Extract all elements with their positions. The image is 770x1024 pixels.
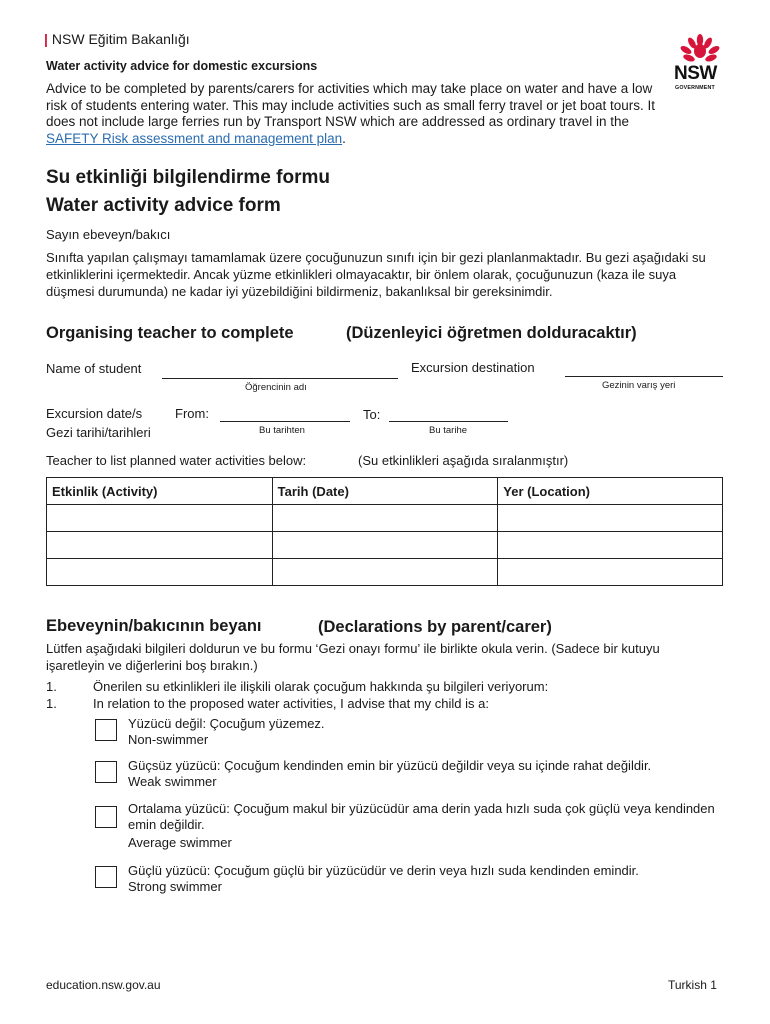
logo-wordmark: NSW bbox=[674, 63, 717, 84]
table-row bbox=[47, 505, 723, 532]
table-header-row bbox=[47, 478, 723, 505]
option-text-en: Average swimmer bbox=[128, 835, 232, 850]
greeting: Sayın ebeveyn/bakıcı bbox=[46, 227, 171, 242]
student-name-label: Name of student bbox=[46, 361, 142, 376]
strong-swimmer-checkbox[interactable] bbox=[95, 866, 117, 888]
activities-instruction-en: Teacher to list planned water activities below: bbox=[46, 453, 307, 468]
declaration-heading-tr: Ebeveynin/bakıcının beyanı bbox=[46, 617, 262, 635]
intro-text: Advice to be completed by parents/carers for activities which may take place on water and have a low risk of students entering water. This may include activities such as small ferry travel or jet boat tours. It does not include large ferries run by Transport NSW which are addressed as ordinary travel in the bbox=[46, 81, 656, 129]
column-header-location: Yer (Location) bbox=[498, 478, 723, 505]
weak-swimmer-checkbox[interactable] bbox=[95, 761, 117, 783]
weak-swimmer-option bbox=[128, 758, 718, 790]
date-cell[interactable] bbox=[272, 532, 498, 559]
point-text-tr: Önerilen su etkinlikleri ile ilişkili olarak çocuğum hakkında şu bilgileri veriyorum: bbox=[93, 679, 549, 694]
activities-instruction-tr: (Su etkinlikleri aşağıda sıralanmıştır) bbox=[358, 453, 569, 468]
table-row bbox=[47, 532, 723, 559]
from-date-field[interactable] bbox=[220, 421, 350, 422]
from-label: From: bbox=[175, 406, 209, 421]
to-label: To: bbox=[363, 407, 381, 422]
organiser-heading-en: Organising teacher to complete bbox=[46, 324, 294, 342]
destination-field[interactable] bbox=[565, 376, 723, 377]
option-text-en: Weak swimmer bbox=[128, 774, 217, 789]
activity-cell[interactable] bbox=[47, 532, 273, 559]
intro-subheading: Water activity advice for domestic excursions bbox=[46, 59, 318, 73]
option-text-tr: Güçsüz yüzücü: Çocuğum kendinden emin bir yüzücü değildir veya su içinde rahat değildir. bbox=[128, 758, 652, 773]
non-swimmer-checkbox[interactable] bbox=[95, 719, 117, 741]
point-number-tr: 1. bbox=[46, 679, 57, 694]
safety-risk-plan-link[interactable]: SAFETY Risk assessment and management plan bbox=[46, 130, 343, 146]
footer-page-label: Turkish 1 bbox=[668, 978, 717, 992]
option-text-tr: Ortalama yüzücü: Çocuğum makul bir yüzücüdür ama derin yada hızlı suda çok güçlü veya kendinden emin değildir. bbox=[128, 801, 715, 832]
date-cell[interactable] bbox=[272, 559, 498, 586]
form-title-tr: Su etkinliği bilgilendirme formu bbox=[46, 167, 330, 188]
form-title-en: Water activity advice form bbox=[46, 195, 281, 216]
average-swimmer-option bbox=[128, 801, 718, 851]
column-header-date: Tarih (Date) bbox=[272, 478, 498, 505]
student-name-field[interactable] bbox=[162, 378, 398, 379]
activity-cell[interactable] bbox=[47, 505, 273, 532]
excursion-date-label-en: Excursion date/s bbox=[46, 406, 143, 421]
to-sublabel: Bu tarihe bbox=[429, 425, 468, 436]
point-number-en: 1. bbox=[46, 696, 57, 711]
organiser-heading-tr: (Düzenleyici öğretmen dolduracaktır) bbox=[346, 324, 637, 342]
option-text-en: Strong swimmer bbox=[128, 879, 222, 894]
activity-cell[interactable] bbox=[47, 559, 273, 586]
destination-sublabel: Gezinin varış yeri bbox=[602, 380, 676, 391]
table-row bbox=[47, 559, 723, 586]
header-org: NSW Eğitim Bakanlığı bbox=[51, 31, 190, 47]
header-accent-bar: | bbox=[44, 31, 48, 47]
activities-table bbox=[46, 477, 723, 586]
intro-text-end: . bbox=[342, 130, 346, 146]
destination-label: Excursion destination bbox=[411, 360, 535, 375]
strong-swimmer-option bbox=[128, 863, 718, 895]
body-paragraph: Sınıfta yapılan çalışmayı tamamlamak üzere çocuğunuzun sınıfı için bir gezi planlanmaktadır. Bu gezi aşağıdaki su etkinliklerini içermektedir. Ancak yüzme etkinlikleri olmayacaktır, bir önlem olarak, çocuğunuzun (kaza ile suya düşmesi durumunda) ne kadar iyi yüzebildiğini bildirmeniz, bakanlıksal bir gereksinimdir. bbox=[46, 250, 706, 299]
location-cell[interactable] bbox=[498, 505, 723, 532]
intro-paragraph bbox=[46, 81, 666, 147]
option-text-tr: Yüzücü değil: Çocuğum yüzemez. bbox=[128, 716, 325, 731]
waratah-icon bbox=[680, 34, 720, 66]
option-text-en: Non-swimmer bbox=[128, 732, 209, 747]
student-name-sublabel: Öğrencinin adı bbox=[245, 382, 307, 393]
to-date-field[interactable] bbox=[389, 421, 508, 422]
date-cell[interactable] bbox=[272, 505, 498, 532]
column-header-activity: Etkinlik (Activity) bbox=[47, 478, 273, 505]
option-text-tr: Güçlü yüzücü: Çocuğum güçlü bir yüzücüdür ve derin veya hızlı suda kendinden emindir. bbox=[128, 863, 639, 878]
declaration-heading-en: (Declarations by parent/carer) bbox=[318, 618, 552, 636]
location-cell[interactable] bbox=[498, 559, 723, 586]
excursion-date-label-tr: Gezi tarihi/tarihleri bbox=[46, 425, 151, 440]
logo-subtext: GOVERNMENT bbox=[675, 85, 715, 91]
footer-website: education.nsw.gov.au bbox=[46, 978, 161, 992]
average-swimmer-checkbox[interactable] bbox=[95, 806, 117, 828]
from-sublabel: Bu tarihten bbox=[259, 425, 305, 436]
point-text-en: In relation to the proposed water activities, I advise that my child is a: bbox=[93, 696, 489, 711]
nsw-government-logo bbox=[672, 34, 732, 94]
location-cell[interactable] bbox=[498, 532, 723, 559]
declaration-instruction: Lütfen aşağıdaki bilgileri doldurun ve bu formu ‘Gezi onayı formu’ ile birlikte okula verin. (Sadece bir kutuyu işaretleyin ve diğerlerini boş bırakın.) bbox=[46, 641, 660, 673]
non-swimmer-option bbox=[128, 716, 718, 748]
page-header bbox=[44, 31, 190, 47]
